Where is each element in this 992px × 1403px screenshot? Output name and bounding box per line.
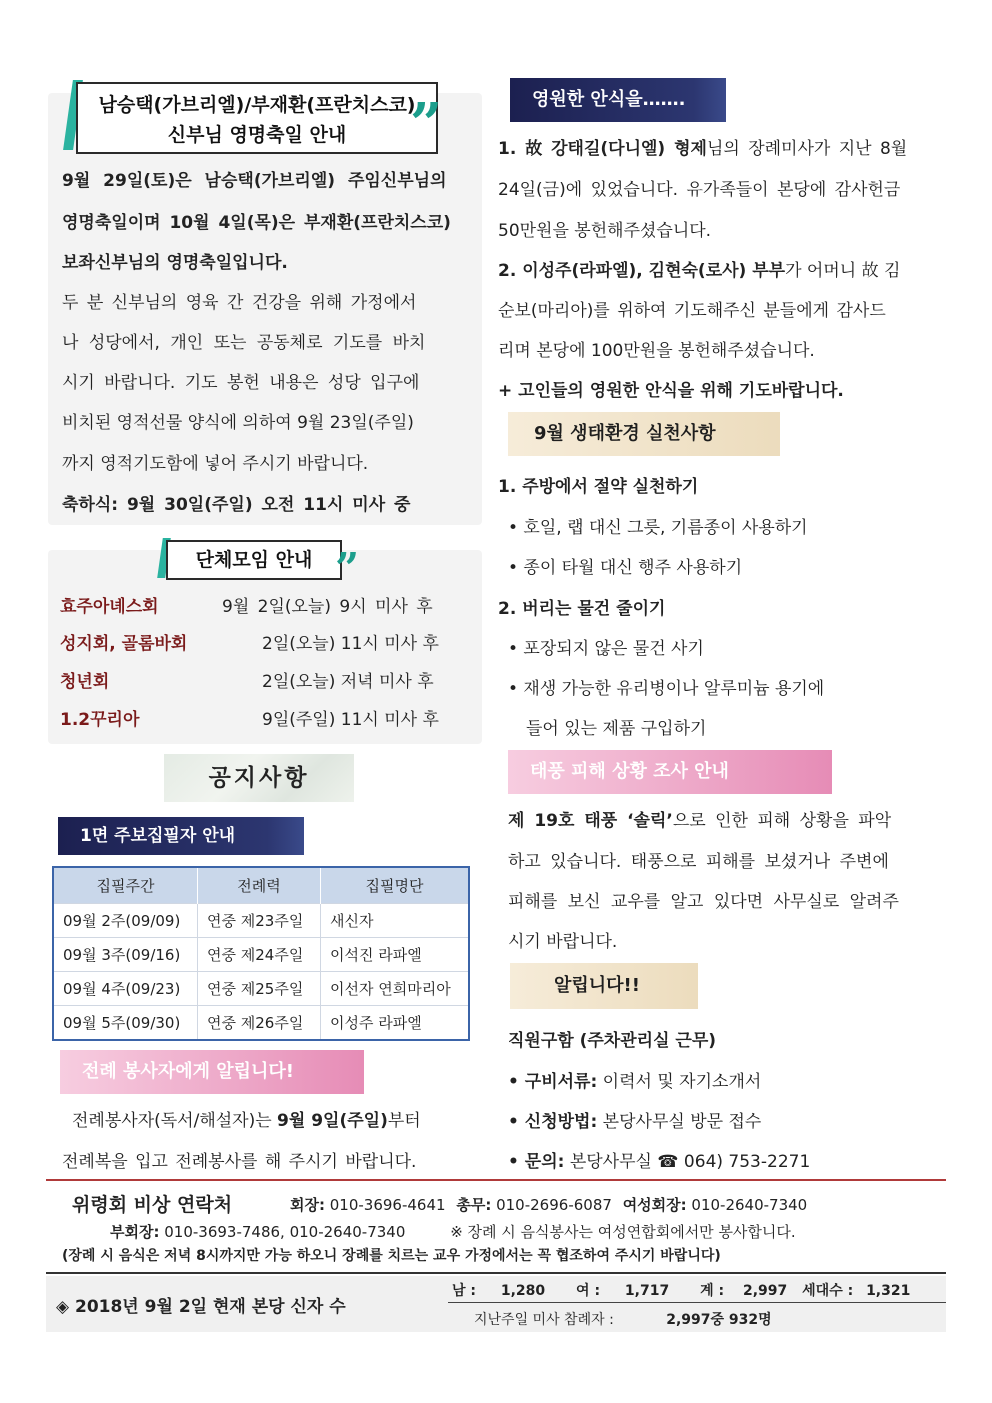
funeral-food-note: ※ 장례 시 음식봉사는 여성연합회에서만 봉사합니다. [450, 1223, 796, 1241]
liturgy-line-2: 전례복을 입고 전례봉사를 해 주시기 바랍니다. [62, 1152, 417, 1172]
table-row [53, 938, 469, 972]
group-name: 1.2꾸리아 [60, 710, 140, 730]
liturgy-line-1-pre: 전례봉사자(독서/해설자)는 [72, 1111, 278, 1131]
job-apply-value: 본당사무실 방문 접수 [597, 1112, 762, 1132]
households-label: 세대수 : [802, 1283, 854, 1299]
group-name: 성지회, 골롬바회 [60, 634, 188, 654]
group-time: 9일(주일) 11시 미사 후 [262, 710, 439, 730]
table-row [53, 1006, 469, 1041]
job-inquiry [508, 1147, 810, 1172]
typhoon-line-1-text: 으로 인한 피해 상황을 파악 [672, 811, 892, 831]
eco-bullet: • 종이 타월 대신 행주 사용하기 [508, 558, 743, 578]
liturgy-date: 9월 9일(주일) [277, 1111, 388, 1131]
table-cell: 이성주 라파엘 [321, 1006, 470, 1041]
stats-title: ◈ 2018년 9월 2일 현재 본당 신자 수 [56, 1297, 346, 1317]
notice-body [508, 1026, 948, 1176]
secretary-label: 총무: [456, 1196, 492, 1214]
job-documents [508, 1067, 761, 1092]
table-cell: 새신자 [321, 904, 470, 938]
eco-bullet: • 재생 가능한 유리병이나 알루미늄 용기에 [508, 679, 825, 699]
job-apply-label: • 신청방법: [508, 1112, 598, 1132]
liturgy-line-1-post: 부터 [387, 1111, 421, 1131]
rest-item-2-line-2: 순보(마리아)를 위하여 기도해주신 분들에게 감사드 [498, 301, 886, 321]
rest-item-2-line-3: 리며 본당에 100만원을 봉헌해주셨습니다. [498, 341, 815, 361]
job-inquiry-label: • 문의: [508, 1152, 565, 1172]
notice-title: 알립니다!! [510, 963, 698, 1009]
table-cell: 연중 제25주일 [198, 972, 321, 1006]
eco-body [498, 472, 948, 742]
writers-title: 1면 주보집필자 안내 [58, 817, 304, 855]
liturgy-title: 전례 봉사자에게 알립니다! [60, 1050, 364, 1094]
female-count: 1,717 [624, 1283, 670, 1299]
emergency-line-3: (장례 시 음식은 저녁 8시까지만 가능 하오니 장례를 치르는 교우 가정에서는 꼭 협조하여 주시기 바랍니다) [62, 1248, 721, 1264]
typhoon-line-4: 시기 바랍니다. [508, 932, 618, 952]
eco-bullet: • 포장되지 않은 물건 사기 [508, 639, 704, 659]
table-cell: 연중 제24주일 [198, 938, 321, 972]
table-header-row [53, 867, 469, 904]
table-cell: 연중 제23주일 [198, 904, 321, 938]
feast-line-1: 9월 29일(토)은 남승택(가브리엘) 주임신부님의 [62, 171, 447, 191]
typhoon-line-2: 하고 있습니다. 태풍으로 피해를 보셨거나 주변에 [508, 852, 889, 872]
job-apply [508, 1107, 761, 1132]
table-row [53, 904, 469, 938]
group-name: 청년회 [60, 672, 110, 692]
vice-president-label: 부회장: [110, 1223, 160, 1241]
attendance-label: 지난주일 미사 참례자 : [474, 1312, 614, 1328]
job-inquiry-value: 본당사무실 ☎ 064) 753-2271 [564, 1152, 811, 1172]
emergency-line-1 [290, 1194, 807, 1215]
table-cell: 연중 제26주일 [198, 1006, 321, 1041]
typhoon-title: 태풍 피해 상황 조사 안내 [508, 750, 832, 794]
table-cell: 09월 2주(09/09) [53, 904, 198, 938]
table-cell: 09월 4주(09/23) [53, 972, 198, 1006]
female-label: 여 : [576, 1283, 601, 1299]
feast-line-5: 나 성당에서, 개인 또는 공동체로 기도를 바치 [62, 333, 426, 353]
typhoon-line-1 [508, 806, 891, 831]
rest-body [498, 134, 948, 404]
footer-mid-rule [46, 1272, 946, 1274]
table-row [53, 972, 469, 1006]
rest-prayer: + 고인들의 영원한 안식을 위해 기도바랍니다. [498, 381, 844, 401]
quote-icon: ” [335, 544, 360, 593]
eco-bullet-continued: 들어 있는 제품 구입하기 [526, 719, 707, 739]
table-header: 전례력 [198, 867, 321, 904]
notice-heading: 공지사항 [164, 754, 354, 802]
president-label: 회장: [290, 1196, 325, 1214]
table-header: 집필주간 [53, 867, 198, 904]
feast-body [62, 166, 472, 526]
typhoon-line-3: 피해를 보신 교우를 알고 있다면 사무실로 알려주 [508, 892, 899, 912]
households-count: 1,321 [866, 1283, 911, 1299]
rest-item-1-name: 1. 故 강태길(다니엘) 형제 [498, 139, 707, 159]
feast-line-7: 비치된 영적선물 양식에 의하여 9월 23일(주일) [62, 413, 414, 433]
table-cell: 09월 3주(09/16) [53, 938, 198, 972]
feast-line-4: 두 분 신부님의 영육 간 건강을 위해 가정에서 [62, 293, 417, 313]
feast-line-3: 보좌신부님의 영명축일입니다. [62, 253, 288, 273]
total-label: 계 : [700, 1283, 725, 1299]
rest-item-2-names: 2. 이성주(라파엘), 김현숙(로사) 부부 [498, 261, 786, 281]
feast-title-line1: 남승택(가브리엘)/부재환(프란치스코) [98, 94, 416, 116]
table-cell: 이석진 라파엘 [321, 938, 470, 972]
male-label: 남 : [452, 1283, 476, 1299]
president-phone: 010-3696-4641 [324, 1196, 446, 1214]
total-count: 2,997 [742, 1283, 788, 1299]
stats-attendance [474, 1309, 772, 1329]
groups-list [60, 592, 470, 732]
rest-item-1-text: 님의 장례미사가 지난 8월 [706, 139, 908, 159]
stats-inner-rule [448, 1302, 946, 1303]
eco-bullet: • 호일, 랩 대신 그릇, 기름종이 사용하기 [508, 518, 808, 538]
group-name: 효주아녜스회 [60, 597, 159, 617]
women-president-label: 여성회장: [622, 1196, 687, 1214]
male-count: 1,280 [500, 1283, 546, 1299]
typhoon-body [508, 806, 948, 956]
rest-item-2 [498, 256, 900, 281]
liturgy-line-1 [72, 1106, 421, 1131]
feast-line-8: 까지 영적기도함에 넣어 주시기 바랍니다. [62, 454, 369, 474]
group-time: 2일(오늘) 11시 미사 후 [262, 634, 439, 654]
writers-table [52, 866, 470, 1041]
secretary-phone: 010-2696-6087 [491, 1196, 612, 1214]
group-time: 9월 2일(오늘) 9시 미사 후 [222, 597, 433, 617]
job-documents-label: • 구비서류: [508, 1072, 598, 1092]
feast-line-2: 영명축일이며 10월 4일(목)은 부재환(프란치스코) [62, 213, 451, 233]
footer-top-rule [46, 1179, 946, 1181]
rest-item-2-text: 가 어머니 故 김 [785, 261, 901, 281]
women-president-phone: 010-2640-7340 [686, 1196, 808, 1214]
feast-celebration: 축하식: 9월 30일(주일) 오전 11시 미사 중 [62, 495, 411, 515]
rest-item-1-line-3: 50만원을 봉헌해주셨습니다. [498, 221, 712, 241]
eco-heading-1: 1. 주방에서 절약 실천하기 [498, 477, 699, 497]
stats-counts [452, 1280, 910, 1300]
eco-heading-2: 2. 버리는 물건 줄이기 [498, 599, 666, 619]
eco-title: 9월 생태환경 실천사항 [508, 412, 780, 456]
table-cell: 이선자 연희마리아 [321, 972, 470, 1006]
typhoon-name: 제 19호 태풍 ‘솔릭’ [508, 811, 673, 831]
feast-title-box [76, 82, 438, 154]
rest-item-1-line-2: 24일(금)에 있었습니다. 유가족들이 본당에 감사헌금 [498, 180, 901, 200]
feast-title-line2: 신부님 영명축일 안내 [167, 124, 347, 146]
quote-icon: ” [410, 91, 443, 157]
group-time: 2일(오늘) 저녁 미사 후 [262, 672, 434, 692]
rest-title: 영원한 안식을……. [510, 78, 726, 122]
vice-president-phones: 010-3693-7486, 010-2640-7340 [159, 1223, 406, 1241]
table-cell: 09월 5주(09/30) [53, 1006, 198, 1041]
job-documents-value: 이력서 및 자기소개서 [597, 1072, 762, 1092]
table-header: 집필명단 [321, 867, 470, 904]
rest-item-1 [498, 134, 907, 159]
attendance-value: 2,997중 932명 [666, 1312, 772, 1328]
emergency-line-2 [110, 1221, 796, 1242]
feast-line-6: 시기 바랍니다. 기도 봉헌 내용은 성당 입구에 [62, 373, 420, 393]
emergency-title: 위령회 비상 연락처 [72, 1194, 233, 1216]
job-heading: 직원구함 (주차관리실 근무) [508, 1031, 717, 1051]
groups-title: 단체모임 안내 [166, 540, 342, 580]
